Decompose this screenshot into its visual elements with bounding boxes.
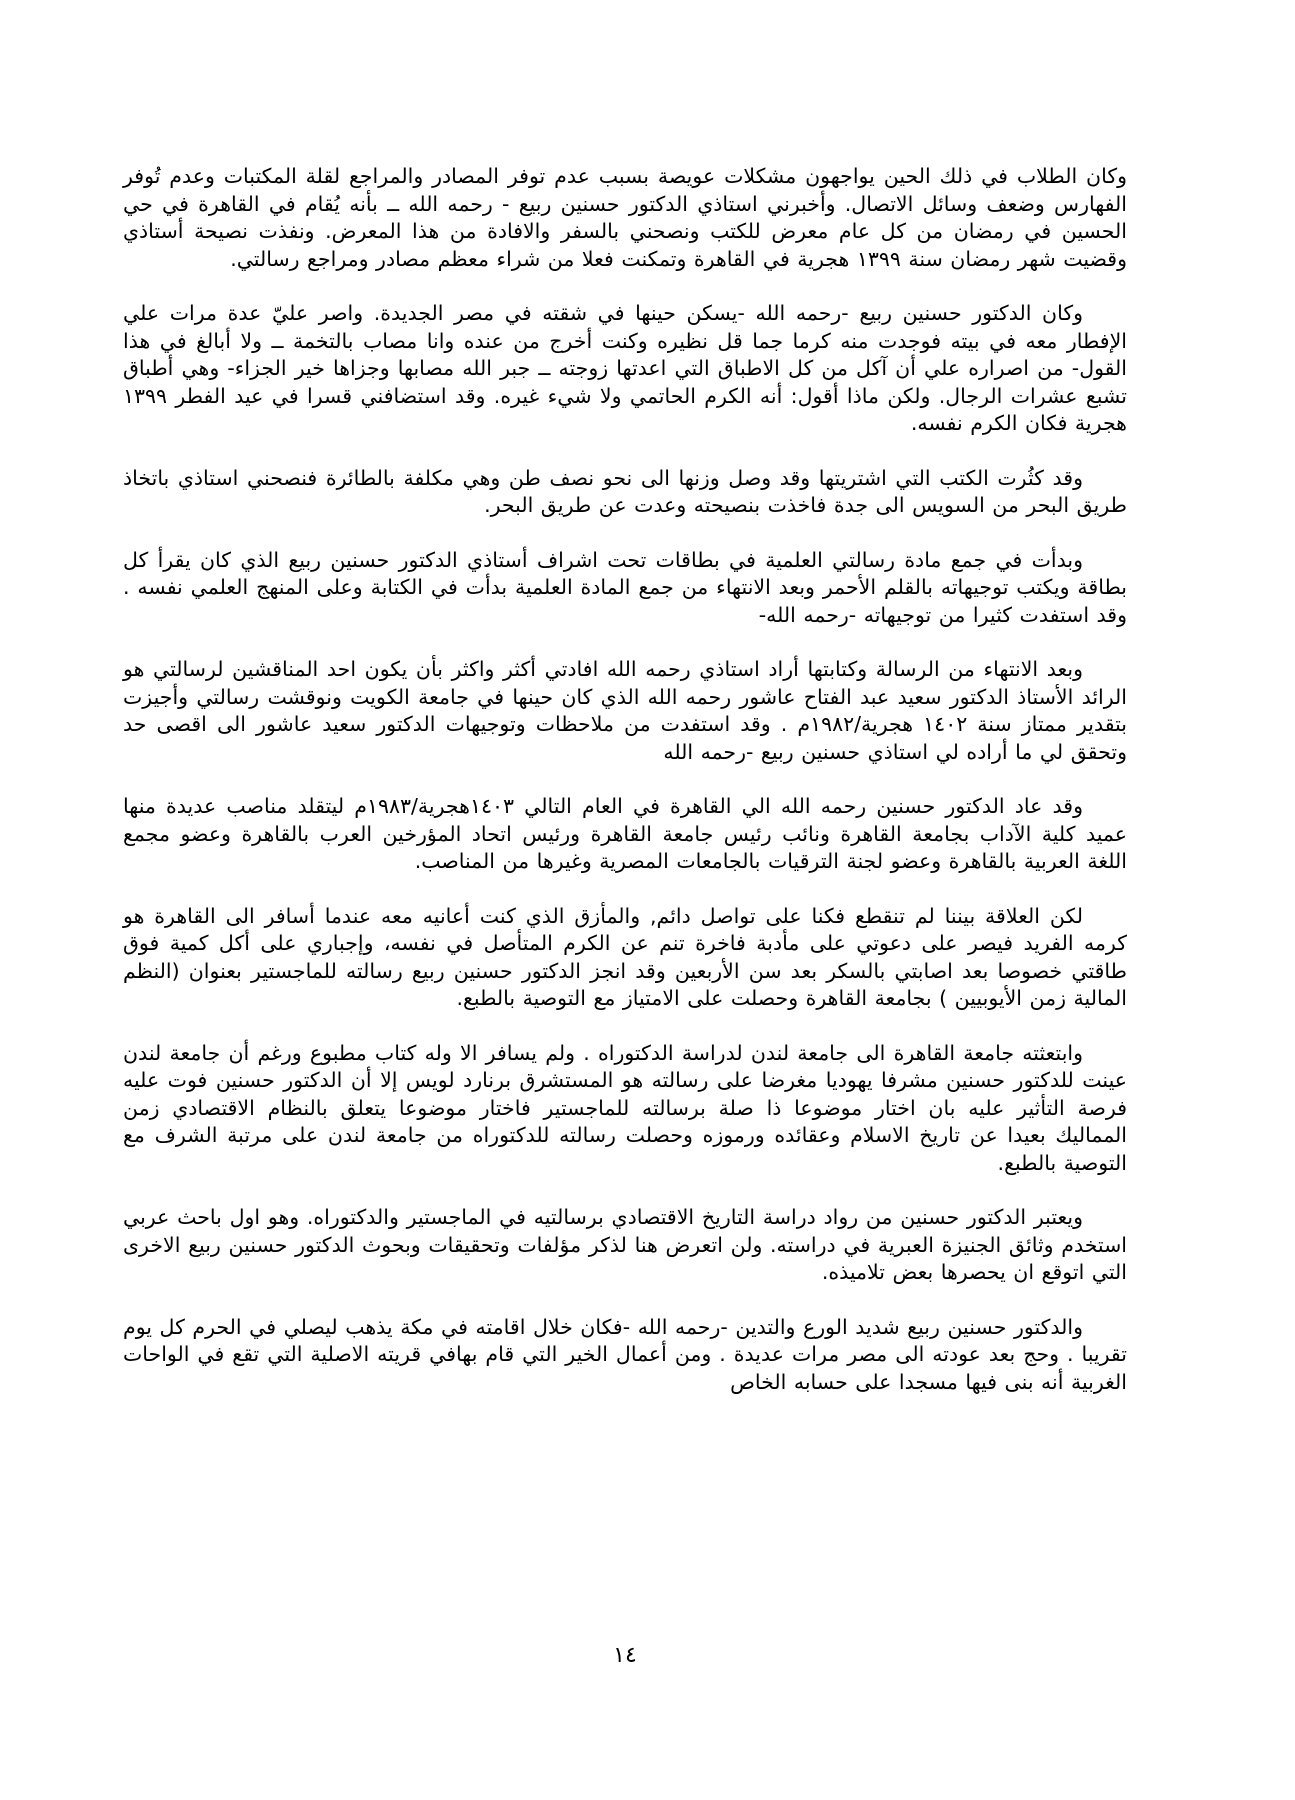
paragraph-6: وقد عاد الدكتور حسنين رحمه الله الي القاهرة في العام التالي ١٤٠٣هجرية/١٩٨٣م ليتقلد مناصب عديدة منها عميد كلية الآداب بجامعة القاهرة ونائب رئيس جامعة القاهرة ورئيس اتحاد المؤرخين العرب بالقاهرة وعضو مجمع اللغة العربية بالقاهرة وعضو لجنة الترقيات بالجامعات المصرية وغيرها من المناصب. bbox=[123, 794, 1127, 873]
paragraph-8: وابتعثته جامعة القاهرة الى جامعة لندن لدراسة الدكتوراه . ولم يسافر الا وله كتاب مطبوع ورغم أن جامعة لندن عينت للدكتور حسنين مشرفا يهوديا مغرضا على رسالته هو المستشرق برنارد لويس إلا أن الدكتور حسنين فوت عليه فرصة التأثير عليه بان اختار موضوعا ذا صلة برسالته للماجستير فاختار موضوعا يتعلق بالنظام الاقتصادي زمن المماليك بعيدا عن تاريخ الاسلام وعقائده ورموزه وحصلت رسالته للدكتوراه من جامعة لندن على مرتبة الشرف مع التوصية بالطبع. bbox=[123, 1040, 1127, 1175]
paragraph-9: ويعتبر الدكتور حسنين من رواد دراسة التاريخ الاقتصادي برسالتيه في الماجستير والدكتوراه. وهو اول باحث عربي استخدم وثائق الجنيزة العبرية في دراسته. ولن اتعرض هنا لذكر مؤلفات وتحقيقات وبحوث الدكتور حسنين ربيع الاخرى التي اتوقع ان يحصرها بعض تلاميذه. bbox=[123, 1205, 1127, 1284]
paragraph-5: وبعد الانتهاء من الرسالة وكتابتها أراد استاذي رحمه الله افادتي أكثر واكثر بأن يكون احد المناقشين لرسالتي هو الرائد الأستاذ الدكتور سعيد عبد الفتاح عاشور رحمه الله الذي كان حينها في جامعة الكويت ونوقشت رسالتي وأجيزت بتقدير ممتاز سنة ١٤٠٢ هجرية/١٩٨٢م . وقد استفدت من ملاحظات وتوجيهات الدكتور سعيد عاشور الى اقصى حد وتحقق لي ما أراده لي استاذي حسنين ربيع -رحمه الله bbox=[123, 657, 1128, 764]
paragraph-4: وبدأت في جمع مادة رسالتي العلمية في بطاقات تحت اشراف أستاذي الدكتور حسنين ربيع الذي كان يقرأ كل بطاقة ويكتب توجيهاته بالقلم الأحمر وبعد الانتهاء من جمع المادة العلمية بدأت في الكتابة وعلى المنهج العلمي نفسه . وقد استفدت كثيرا من توجيهاته -رحمه الله- bbox=[123, 547, 1127, 627]
paragraph-10: والدكتور حسنين ربيع شديد الورع والتدين -رحمه الله -فكان خلال اقامته في مكة يذهب ليصلي في الحرم كل يوم تقريبا . وحج بعد عودته الى مصر مرات عديدة . ومن أعمال الخير التي قام بهافي قريته الاصلية التي تقع في الواحات الغربية أنه بنى فيها مسجدا على حسابه الخاص bbox=[123, 1314, 1127, 1394]
paragraph-2: وكان الدكتور حسنين ربيع -رحمه الله -يسكن حينها في شقته في مصر الجديدة. واصر عليّ عدة مرات علي الإفطار معه في بيته فوجدت منه كرما جما قل نظيره وكنت أخرج من عنده وانا مصاب بالتخمة ــ ولا أبالغ في هذا القول- من اصراره علي أن آكل من كل الاطباق التي اعدتها زوجته ــ جبر الله مصابها وجزاها خير الجزاء- وهي أطباق تشبع عشرات الرجال. ولكن ماذا أقول: أنه الكرم الحاتمي ولا شيء غيره. وقد استضافني قسرا في عيد الفطر ١٣٩٩ هجرية فكان الكرم نفسه. bbox=[123, 301, 1127, 435]
document-body bbox=[123, 163, 1127, 1423]
paragraph-7: لكن العلاقة بيننا لم تنقطع فكنا على تواصل دائم, والمأزق الذي كنت أعانيه معه عندما أسافر الى القاهرة هو كرمه الفريد فيصر على دعوتي على مأدبة فاخرة تنم عن الكرم المتأصل في نفسه، وإجباري على أكل كمية فوق طاقتي خصوصا بعد اصابتي بالسكر بعد سن الأربعين وقد انجز الدكتور حسنين ربيع رسالته للماجستير بعنوان (النظم المالية زمن الأيوبيين ) بجامعة القاهرة وحصلت على الامتياز مع التوصية بالطبع. bbox=[123, 903, 1127, 1010]
paragraph-3: وقد كثُرت الكتب التي اشتريتها وقد وصل وزنها الى نحو نصف طن وهي مكلفة بالطائرة فنصحني استاذي باتخاذ طريق البحر من السويس الى جدة فاخذت بنصيحته وعدت عن طريق البحر. bbox=[123, 465, 1127, 517]
paragraph-1: وكان الطلاب في ذلك الحين يواجهون مشكلات عويصة بسبب عدم توفر المصادر والمراجع لقلة المكتبات وعدم تُوفر الفهارس وضعف وسائل الاتصال. وأخبرني استاذي الدكتور حسنين ربيع - رحمه الله ــ بأنه يُقام في القاهرة في حي الحسين في رمضان من كل عام معرض للكتب ونصحني بالسفر والافادة من هذا المعرض. ونفذت نصيحة أستاذي وقضيت شهر رمضان سنة ١٣٩٩ هجرية في القاهرة وتمكنت فعلا من شراء معظم مصادر ومراجع رسالتي. bbox=[123, 164, 1127, 271]
page-number: ١٤ bbox=[613, 1643, 637, 1668]
